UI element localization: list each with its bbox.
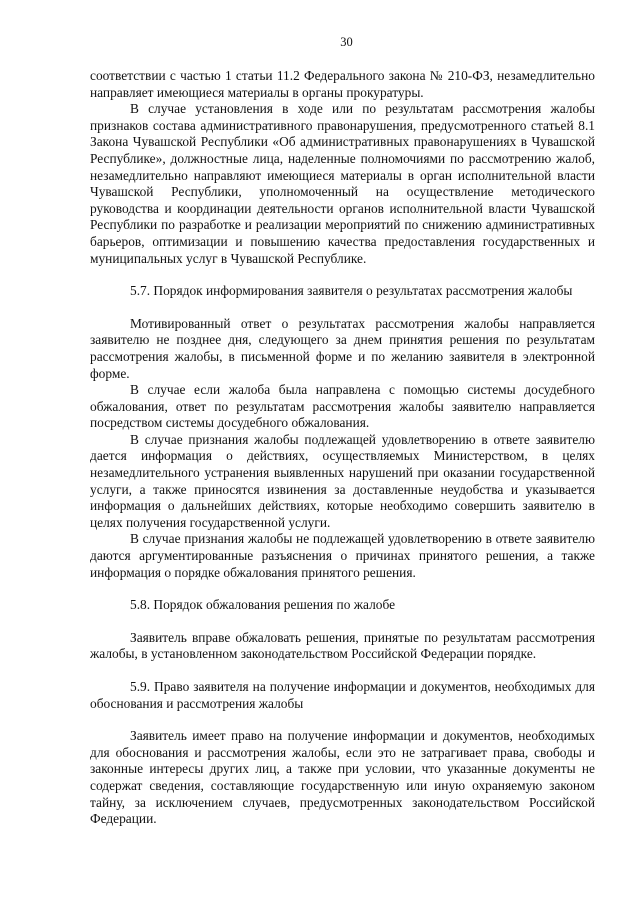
section-heading-5-7: 5.7. Порядок информирования заявителя о результатах рассмотрения жалобы [130, 283, 573, 299]
paragraph-complaint-rejected: В случае признания жалобы не подлежащей удовлетворению в ответе заявителю даются аргументированные разъяснения о причинах принятого решения, а также информация о порядке обжалования принятого решения. [90, 531, 595, 580]
paragraph-appeal-right: Заявитель вправе обжаловать решения, принятые по результатам рассмотрения жалобы, в установленном законодательством Российской Федерации порядке. [90, 629, 595, 662]
paragraph-complaint-satisfied: В случае признания жалобы подлежащей удовлетворению в ответе заявителю дается информация о действиях, осуществляемых Министерством, в целях незамедлительного устранения выявленных нарушений при оказании государственной услуги, а также приносятся извинения за доставленные неудобства и указывается информация о дальнейших действиях, которые необходимо совершить заявителю в целях получения государственной услуги. [90, 431, 595, 530]
document-page [90, 34, 595, 828]
section-heading-5-8: 5.8. Порядок обжалования решения по жалобе [130, 597, 396, 613]
spacer [90, 663, 595, 679]
spacer [90, 614, 595, 630]
paragraph-reasoned-response: Мотивированный ответ о результатах рассмотрения жалобы направляется заявителю не позднее дня, следующего за днем принятия решения по результатам рассмотрения жалобы, в письменной форме и по желанию заявителя в электронной форме. [90, 315, 595, 381]
paragraph-pretrial-system-response: В случае если жалоба была направлена с помощью системы досудебного обжалования, ответ по результатам рассмотрения жалобы заявителю направляется посредством системы досудебного обжалования. [90, 382, 595, 431]
spacer [90, 581, 595, 597]
paragraph-administrative-offense: В случае установления в ходе или по результатам рассмотрения жалобы признаков состава административного правонарушения, предусмотренного статьей 8.1 Закона Чувашской Республики «Об административных правонарушениях в Чувашской Республике», должностные лица, наделенные полномочиями по рассмотрению жалоб, незамедлительно направляют имеющиеся материалы в орган исполнительной власти Чувашской Республики, уполномоченный на осуществление методического руководства и координации деятельности органов исполнительной власти Чувашской Республики по разработке и реализации мероприятий по снижению административных барьеров, оптимизации и повышению качества предоставления государственных и муниципальных услуг в Чувашской Республике. [90, 101, 595, 266]
spacer [90, 267, 595, 283]
spacer [90, 300, 595, 316]
spacer [90, 712, 595, 728]
paragraph-information-right: Заявитель имеет право на получение информации и документов, необходимых для обоснования и рассмотрения жалобы, если это не затрагивает права, свободы и законные интересы других лиц, а также при условии, что указанные документы не содержат сведения, составляющие государственную или иную охраняемую законом тайну, за исключением случаев, предусмотренных законодательством Российской Федерации. [90, 728, 595, 827]
section-heading-5-9: 5.9. Право заявителя на получение информации и документов, необходимых для обоснования и рассмотрения жалобы [90, 679, 595, 711]
paragraph-prosecutor-referral: соответствии с частью 1 статьи 11.2 Федерального закона № 210-ФЗ, незамедлительно направляет имеющиеся материалы в органы прокуратуры. [90, 68, 595, 100]
page-number: 30 [340, 35, 353, 49]
